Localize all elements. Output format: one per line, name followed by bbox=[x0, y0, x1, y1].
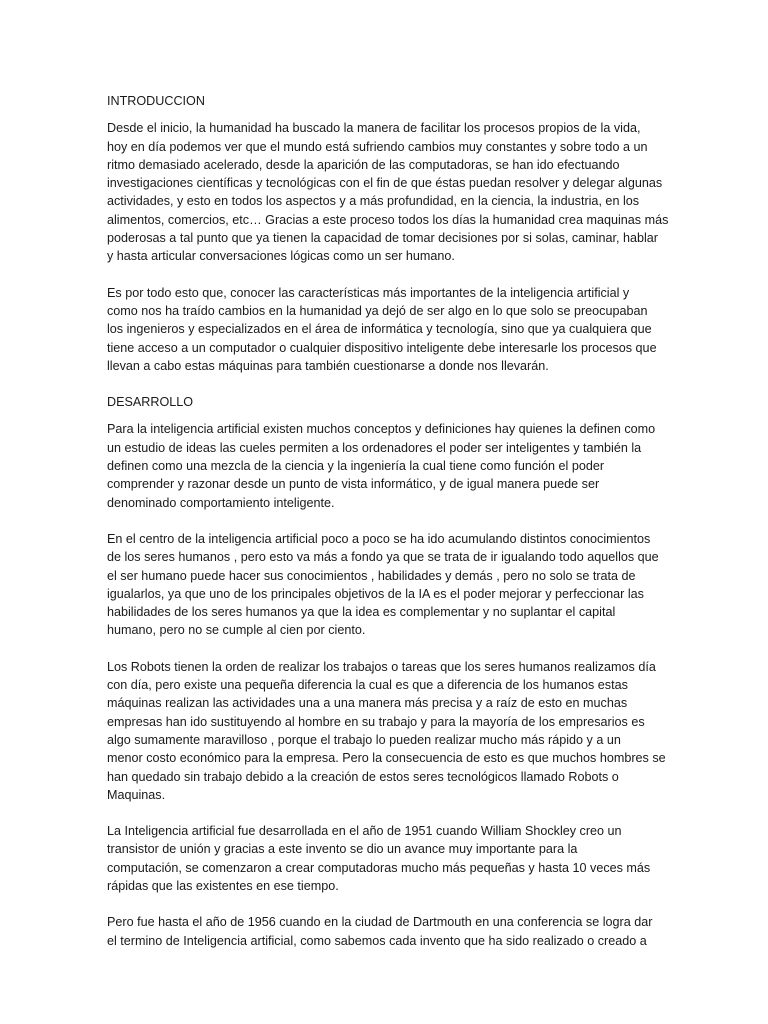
paragraph-line: alimentos, comercios, etc… Gracias a este proceso todos los días la humanidad crea maquinas más bbox=[107, 212, 669, 227]
paragraph-line: Es por todo esto que, conocer las características más importantes de la inteligencia artificial y bbox=[107, 285, 630, 300]
paragraph-line: actividades, y esto en todos los aspectos y a más profundidad, en la ciencia, la industria, en los bbox=[107, 194, 640, 209]
paragraph-line: Pero fue hasta el año de 1956 cuando en la ciudad de Dartmouth en una conferencia se logra dar bbox=[107, 915, 653, 930]
paragraph-line: con día, pero existe una pequeña diferencia la cual es que a diferencia de los humanos estas bbox=[107, 678, 628, 693]
paragraph-line: transistor de unión y gracias a este invento se dio un avance muy importante para la bbox=[107, 842, 578, 857]
paragraph bbox=[107, 913, 667, 950]
paragraph-line: hoy en día podemos ver que el mundo está sufriendo cambios muy constantes y sobre todo a un bbox=[107, 139, 648, 154]
paragraph-line: de los seres humanos , pero esto va más a fondo ya que se trata de ir igualando todo aquellos que bbox=[107, 550, 659, 565]
paragraph bbox=[107, 420, 667, 511]
paragraph-line: los ingenieros y especializados en el área de informática y tecnología, sino que ya cualquiera que bbox=[107, 322, 652, 337]
paragraph-line: han quedado sin trabajo debido a la creación de estos seres tecnológicos llamado Robots o bbox=[107, 769, 619, 784]
paragraph-line: Maquinas. bbox=[107, 787, 166, 802]
paragraph-line: La Inteligencia artificial fue desarrollada en el año de 1951 cuando William Shockley creo un bbox=[107, 824, 622, 839]
paragraph-line: definen como una mezcla de la ciencia y la ingeniería la cual tiene como función el poder bbox=[107, 459, 605, 474]
paragraph-line: habilidades de los seres humanos ya que la idea es complementar y no suplantar el capital bbox=[107, 605, 616, 620]
paragraph bbox=[107, 284, 667, 375]
paragraph-line: el ser humano puede hacer sus conocimientos , habilidades y demás , pero no solo se trata de bbox=[107, 568, 636, 583]
paragraph bbox=[107, 822, 667, 895]
section-heading: DESARROLLO bbox=[107, 395, 194, 410]
paragraph-line: Los Robots tienen la orden de realizar los trabajos o tareas que los seres humanos realizamos día bbox=[107, 659, 656, 674]
paragraph-line: algo sumamente maravilloso , porque el trabajo lo pueden realizar mucho más rápido y a un bbox=[107, 732, 621, 747]
paragraph-line: como nos ha traído cambios en la humanidad ya dejó de ser algo en lo que solo se preocupaban bbox=[107, 303, 648, 318]
paragraph-line: empresas han ido sustituyendo al hombre en su trabajo y para la mayoría de los empresarios es bbox=[107, 714, 645, 729]
paragraph-line: menor costo económico para la empresa. Pero la consecuencia de esto es que muchos hombres se bbox=[107, 751, 666, 766]
paragraph bbox=[107, 119, 667, 265]
document-body bbox=[107, 92, 667, 968]
paragraph-line: ritmo demasiado acelerado, desde la aparición de las computadoras, se han ido efectuando bbox=[107, 157, 620, 172]
paragraph-line: llevan a cabo estas máquinas para también cuestionarse a donde nos llevarán. bbox=[107, 358, 549, 373]
paragraph-line: igualarlos, ya que uno de los principales objetivos de la IA es el poder mejorar y perfeccionar las bbox=[107, 586, 644, 601]
paragraph-line: un estudio de ideas las cueles permiten a los ordenadores el poder ser inteligentes y también la bbox=[107, 440, 642, 455]
paragraph bbox=[107, 658, 667, 804]
paragraph-line: poderosas a tal punto que ya tienen la capacidad de tomar decisiones por si solas, caminar, hablar bbox=[107, 231, 658, 246]
paragraph bbox=[107, 530, 667, 640]
paragraph-line: comprender y razonar desde un punto de vista informático, y de igual manera puede ser bbox=[107, 477, 600, 492]
paragraph-line: máquinas realizan las actividades una a una manera más precisa y a raíz de esto en muchas bbox=[107, 696, 628, 711]
paragraph-line: rápidas que las existentes en ese tiempo. bbox=[107, 878, 339, 893]
paragraph-line: En el centro de la inteligencia artificial poco a poco se ha ido acumulando distintos conocimientos bbox=[107, 531, 651, 546]
paragraph-line: computación, se comenzaron a crear computadoras mucho más pequeñas y hasta 10 veces más bbox=[107, 860, 651, 875]
paragraph-line: investigaciones científicas y tecnológicas con el fin de que éstas puedan resolver y delegar algunas bbox=[107, 176, 663, 191]
paragraph-line: humano, pero no se cumple al cien por ciento. bbox=[107, 623, 366, 638]
paragraph-line: y hasta articular conversaciones lógicas como un ser humano. bbox=[107, 249, 455, 264]
section-heading: INTRODUCCION bbox=[107, 94, 205, 108]
paragraph-line: el termino de Inteligencia artificial, como sabemos cada invento que ha sido realizado o creado a bbox=[107, 933, 647, 948]
paragraph-line: Para la inteligencia artificial existen muchos conceptos y definiciones hay quienes la definen como bbox=[107, 422, 656, 437]
paragraph-line: tiene acceso a un computador o cualquier dispositivo inteligente debe interesarle los procesos que bbox=[107, 340, 657, 355]
paragraph-line: denominado comportamiento inteligente. bbox=[107, 495, 335, 510]
paragraph-line: Desde el inicio, la humanidad ha buscado la manera de facilitar los procesos propios de la vida, bbox=[107, 121, 641, 136]
